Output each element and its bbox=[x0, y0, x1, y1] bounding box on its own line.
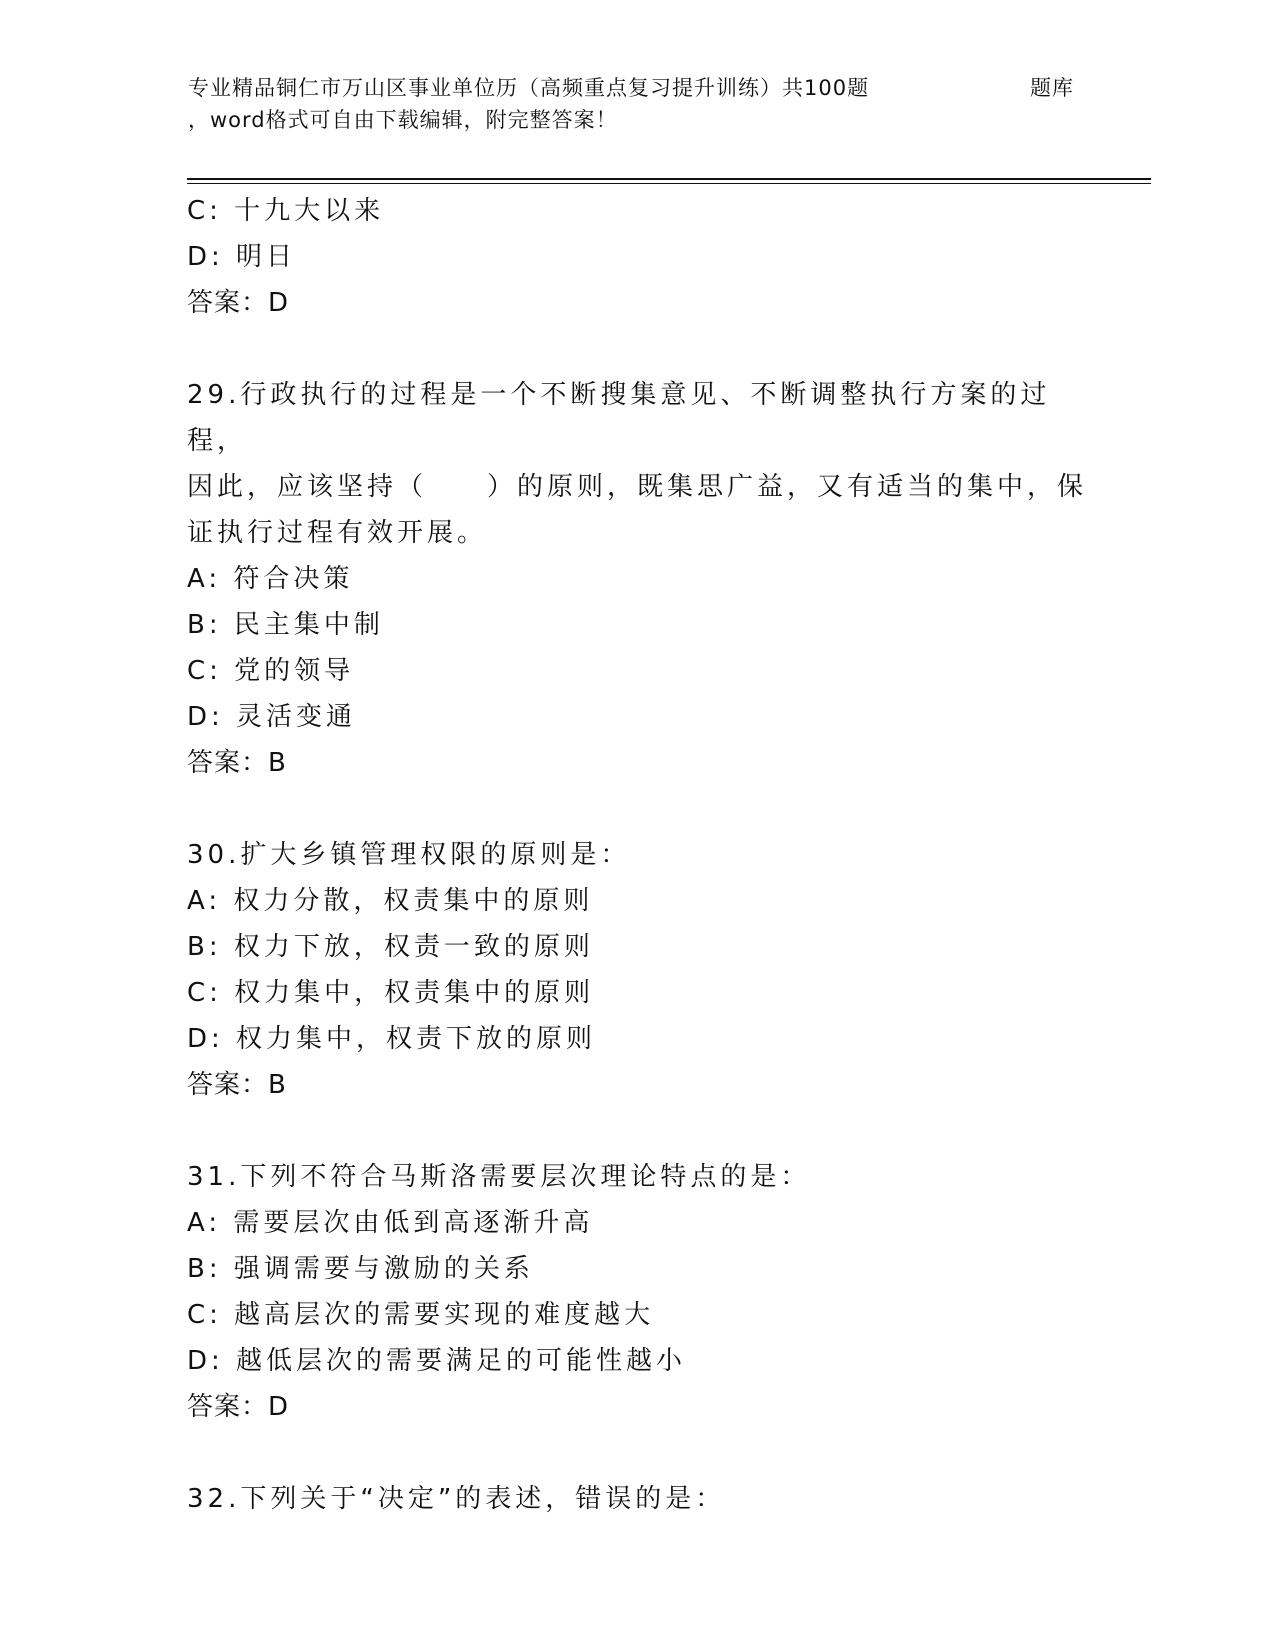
question-stem-line: 32.下列关于“决定”的表述，错误的是： bbox=[187, 1484, 726, 1514]
header-divider-thin bbox=[187, 183, 1151, 184]
option-b: B: 权力下放，权责一致的原则 bbox=[187, 932, 594, 962]
question-block-28 bbox=[187, 188, 1087, 326]
option-c: C: 权力集中，权责集中的原则 bbox=[187, 978, 595, 1008]
option-b: B: 强调需要与激励的关系 bbox=[187, 1254, 534, 1284]
answer-label: 答案：D bbox=[187, 1392, 290, 1422]
answer-label: 答案：B bbox=[187, 1070, 287, 1100]
option-d: D: 灵活变通 bbox=[187, 702, 357, 732]
question-stem bbox=[187, 372, 1087, 556]
question-block-30 bbox=[187, 832, 1087, 1108]
option-c: C: 越高层次的需要实现的难度越大 bbox=[187, 1300, 655, 1330]
question-stem bbox=[187, 1476, 1087, 1522]
option-a: A: 符合决策 bbox=[187, 564, 354, 594]
option-d: D: 越低层次的需要满足的可能性越小 bbox=[187, 1346, 687, 1376]
question-block-29 bbox=[187, 372, 1087, 786]
header-title-line1: 专业精品铜仁市万山区事业单位历（高频重点复习提升训练）共100题 bbox=[188, 76, 870, 100]
question-stem-line: 证执行过程有效开展。 bbox=[187, 518, 488, 548]
spacer bbox=[187, 326, 1087, 372]
question-block-32 bbox=[187, 1476, 1087, 1522]
answer-label: 答案：B bbox=[187, 748, 287, 778]
option-c: C: 十九大以来 bbox=[187, 196, 385, 226]
question-list bbox=[187, 188, 1087, 1522]
option-a: A: 权力分散，权责集中的原则 bbox=[187, 886, 594, 916]
question-stem bbox=[187, 1154, 1087, 1200]
question-stem-line: 30.扩大乡镇管理权限的原则是： bbox=[187, 840, 631, 870]
answer-label: 答案：D bbox=[187, 288, 290, 318]
question-stem-line: 29.行政执行的过程是一个不断搜集意见、不断调整执行方案的过程， bbox=[187, 380, 1051, 456]
question-stem-line: 因此，应该坚持（ ）的原则，既集思广益，又有适当的集中，保 bbox=[187, 472, 1088, 502]
spacer bbox=[187, 1430, 1087, 1476]
header-divider-thick bbox=[187, 178, 1151, 180]
header-title-line2: ，word格式可自由下载编辑，附完整答案！ bbox=[188, 108, 618, 132]
spacer bbox=[187, 786, 1087, 832]
option-c: C: 党的领导 bbox=[187, 656, 355, 686]
question-stem-line: 31.下列不符合马斯洛需要层次理论特点的是： bbox=[187, 1162, 811, 1192]
question-stem bbox=[187, 832, 1087, 878]
header-tag: 题库 bbox=[1030, 76, 1074, 100]
question-block-31 bbox=[187, 1154, 1087, 1430]
option-d: D: 明日 bbox=[187, 242, 297, 272]
page-header bbox=[188, 72, 1088, 136]
option-a: A: 需要层次由低到高逐渐升高 bbox=[187, 1208, 594, 1238]
option-d: D: 权力集中，权责下放的原则 bbox=[187, 1024, 597, 1054]
spacer bbox=[187, 1108, 1087, 1154]
option-b: B: 民主集中制 bbox=[187, 610, 384, 640]
